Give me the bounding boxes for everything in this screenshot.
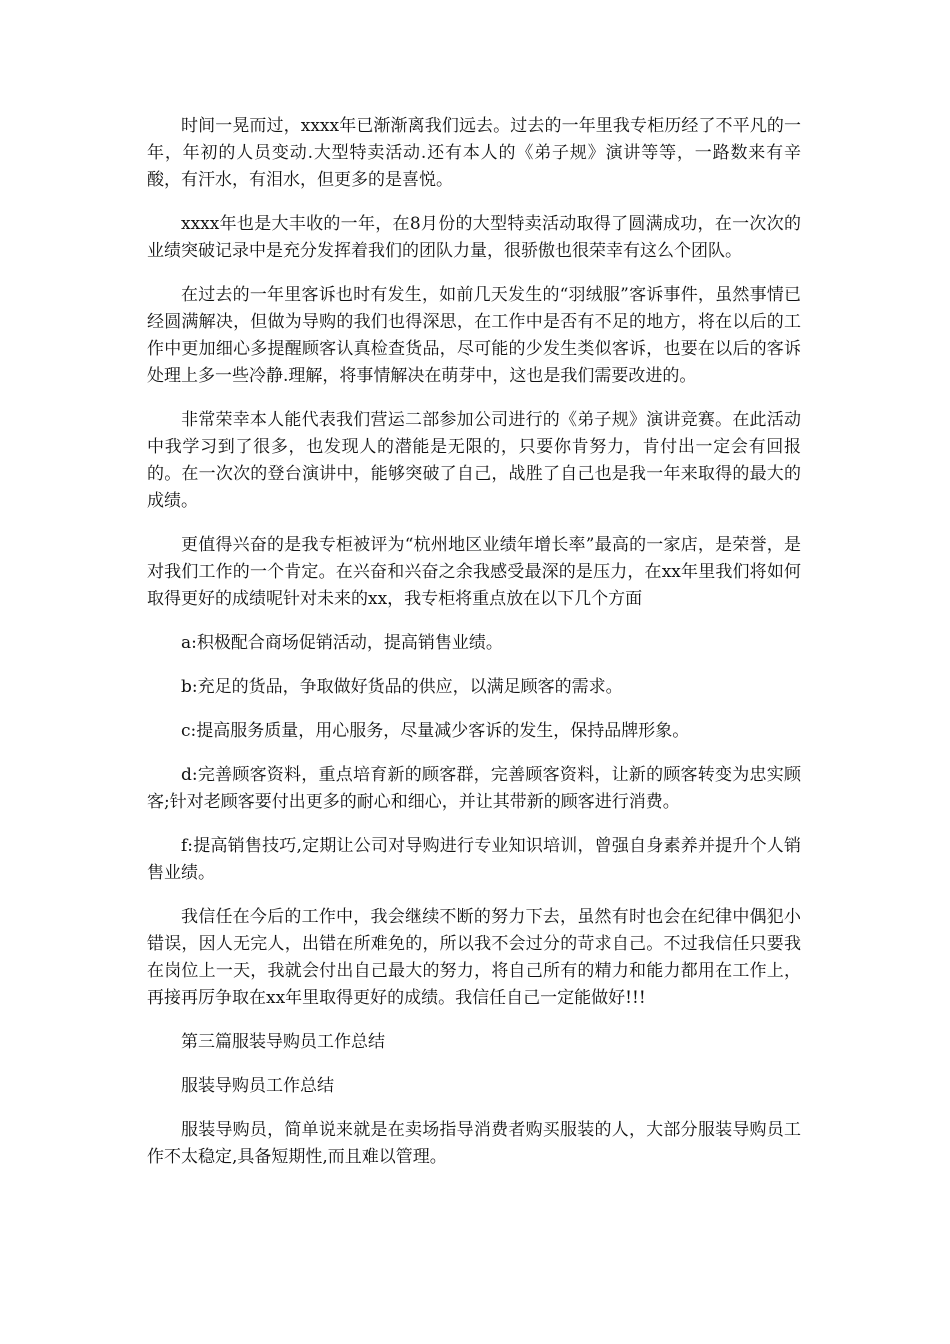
- list-item-b: b:充足的货品，争取做好货品的供应，以满足顾客的需求。: [181, 677, 623, 697]
- list-item-c: c:提高服务质量，用心服务，尽量减少客诉的发生，保持品牌形象。: [181, 721, 690, 741]
- paragraph-complaints: 在过去的一年里客诉也时有发生，如前几天发生的“羽绒服”客诉事件，虽然事情已经圆满解决，但做为导购的我们也得深思，在工作中是否有不足的地方，将在以后的工作中更加细心多提醒顾客认真检查货品，尽可能的少发生类似客诉，也要在以后的客诉处理上多一些冷静.理解，将事情解决在萌芽中，这也是我们需要改进的。: [147, 285, 801, 386]
- list-item-f: f:提高销售技巧,定期让公司对导购进行专业知识培训，曾强自身素养并提升个人销售业绩。: [147, 836, 801, 883]
- paragraph-speech-contest: 非常荣幸本人能代表我们营运二部参加公司进行的《弟子规》演讲竞赛。在此活动中我学习到了很多，也发现人的潜能是无限的，只要你肯努力，肯付出一定会有回报的。在一次次的登台演讲中，能够突破了自己，战胜了自己也是我一年来取得的最大的成绩。: [147, 410, 801, 511]
- paragraph-intro: 时间一晃而过，xxxx年已渐渐离我们远去。过去的一年里我专柜历经了不平凡的一年，年初的人员变动.大型特卖活动.还有本人的《弟子规》演讲等等，一路数来有辛酸，有汗水，有泪水，但更多的是喜悦。: [147, 116, 801, 190]
- document-body: [147, 113, 801, 1188]
- section-heading: 第三篇服装导购员工作总结: [181, 1032, 385, 1052]
- list-item-d: d:完善顾客资料，重点培育新的顾客群，完善顾客资料，让新的顾客转变为忠实顾客;针对老顾客要付出更多的耐心和细心，并让其带新的顾客进行消费。: [147, 765, 801, 812]
- list-item-a: a:积极配合商场促销活动，提高销售业绩。: [181, 633, 503, 653]
- paragraph-conclusion: 我信任在今后的工作中，我会继续不断的努力下去，虽然有时也会在纪律中偶犯小错误，因人无完人，出错在所难免的，所以我不会过分的苛求自己。不过我信任只要我在岗位上一天，我就会付出自己最大的努力，将自己所有的精力和能力都用在工作上，再接再厉争取在xx年里取得更好的成绩。我信任自己一定能做好!!!: [147, 907, 801, 1008]
- paragraph-definition: 服装导购员，简单说来就是在卖场指导消费者购买服装的人，大部分服装导购员工作不太稳定,具备短期性,而且难以管理。: [147, 1120, 801, 1167]
- paragraph-harvest: xxxx年也是大丰收的一年，在8月份的大型特卖活动取得了圆满成功，在一次次的业绩突破记录中是充分发挥着我们的团队力量，很骄傲也很荣幸有这么个团队。: [147, 214, 801, 261]
- section-subheading: 服装导购员工作总结: [181, 1076, 334, 1096]
- paragraph-award: 更值得兴奋的是我专柜被评为“杭州地区业绩年增长率”最高的一家店，是荣誉，是对我们工作的一个肯定。在兴奋和兴奋之余我感受最深的是压力，在xx年里我们将如何取得更好的成绩呢针对未来的xx，我专柜将重点放在以下几个方面: [147, 535, 801, 609]
